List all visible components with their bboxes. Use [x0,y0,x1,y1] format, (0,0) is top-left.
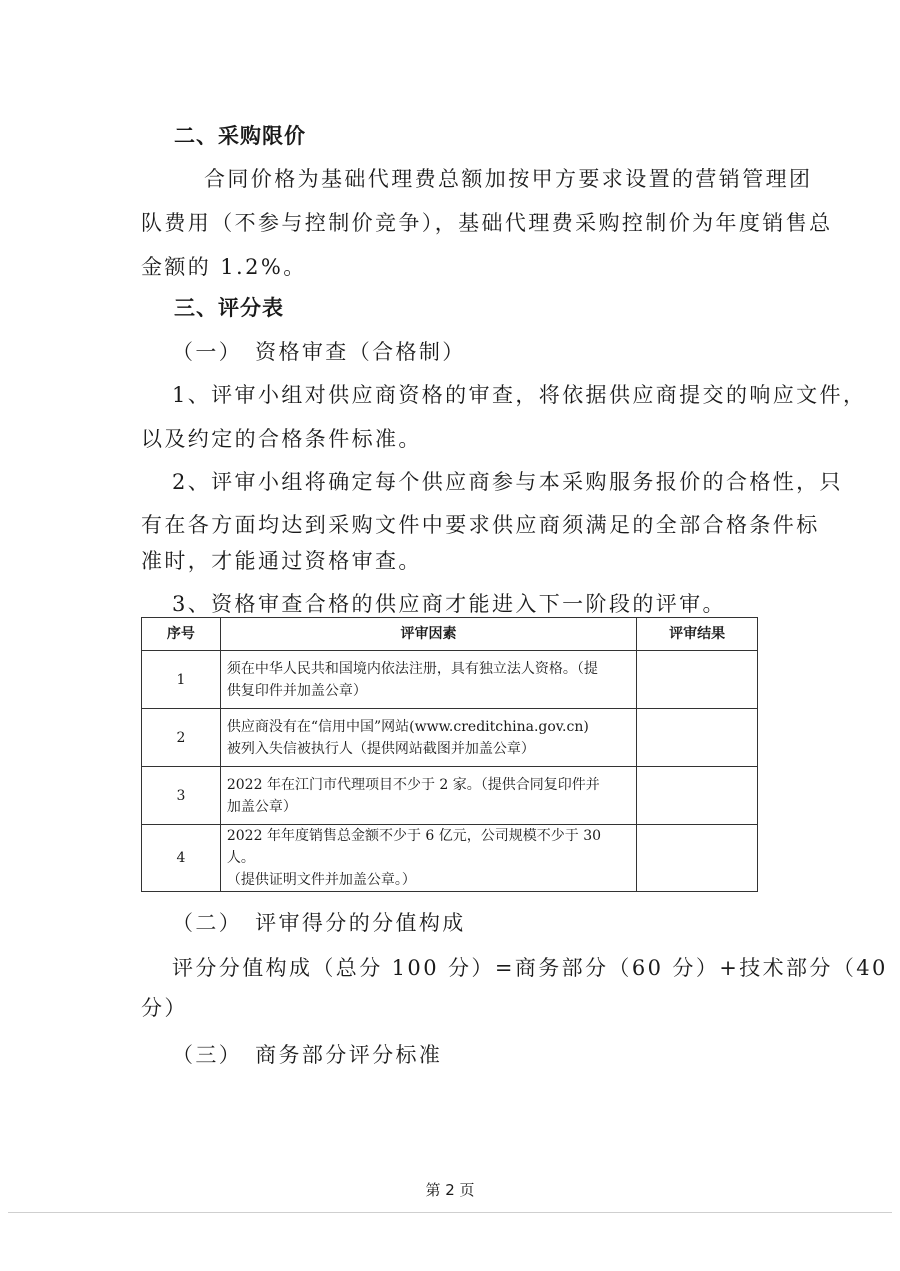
row-factor [220,709,636,767]
section2-heading: 二、采购限价 [174,124,306,148]
sub1-heading: （一） 资格审查（合格制） [172,340,466,364]
header-no: 序号 [142,618,221,651]
factor-line: 须在中华人民共和国境内依法注册，具有独立法人资格。（提 [226,660,598,677]
row-no: 1 [142,651,221,709]
page-number: 第 2 页 [425,1181,475,1199]
item2-line-2: 有在各方面均达到采购文件中要求供应商须满足的全部合格条件标 [141,513,820,537]
qualification-review-table [141,617,758,892]
row-no: 2 [142,709,221,767]
sub2-line-2: 分） [141,996,188,1020]
row-result [637,825,758,892]
item3-line: 3、资格审查合格的供应商才能进入下一阶段的评审。 [172,592,726,616]
sub3-heading: （三） 商务部分评分标准 [172,1043,443,1067]
item2-line-1: 2、评审小组将确定每个供应商参与本采购服务报价的合格性，只 [172,470,843,494]
sub2-heading: （二） 评审得分的分值构成 [172,911,466,935]
factor-line: 供复印件并加盖公章） [226,682,367,699]
table-row [142,767,758,825]
factor-line: 2022 年在江门市代理项目不少于 2 家。（提供合同复印件并 [226,776,600,793]
item2-line-3: 准时，才能通过资格审查。 [141,549,422,573]
section2-para-line-2: 队费用（不参与控制价竞争），基础代理费采购控制价为年度销售总 [141,211,833,235]
table-row [142,651,758,709]
header-result: 评审结果 [637,618,758,651]
row-no: 4 [142,825,221,892]
factor-line: 供应商没有在“信用中国”网站(www.creditchina.gov.cn) [226,718,589,735]
item1-line-2: 以及约定的合格条件标准。 [141,427,422,451]
row-result [637,709,758,767]
footer-divider [8,1212,892,1213]
row-factor [220,825,636,892]
table-row [142,825,758,892]
table-row [142,709,758,767]
header-factor: 评审因素 [220,618,636,651]
section3-heading: 三、评分表 [174,296,284,320]
row-result [637,651,758,709]
factor-line: 被列入失信被执行人（提供网站截图并加盖公章） [226,740,535,757]
factor-line: 加盖公章） [226,798,297,815]
table-header-row [142,618,758,651]
row-factor [220,767,636,825]
row-factor [220,651,636,709]
factor-line: （提供证明文件并加盖公章。） [226,872,416,888]
section2-para-line-1: 合同价格为基础代理费总额加按甲方要求设置的营销管理团 [204,167,813,191]
row-result [637,767,758,825]
section2-para-line-3: 金额的 1.2%。 [141,255,307,279]
row-no: 3 [142,767,221,825]
factor-line: 2022 年年度销售总金额不少于 6 亿元，公司规模不少于 30 人。 [226,828,602,866]
item1-line-1: 1、评审小组对供应商资格的审查，将依据供应商提交的响应文件， [172,383,867,407]
sub2-line-1: 评分分值构成（总分 100 分）=商务部分（60 分）+技术部分（40 [172,956,888,980]
